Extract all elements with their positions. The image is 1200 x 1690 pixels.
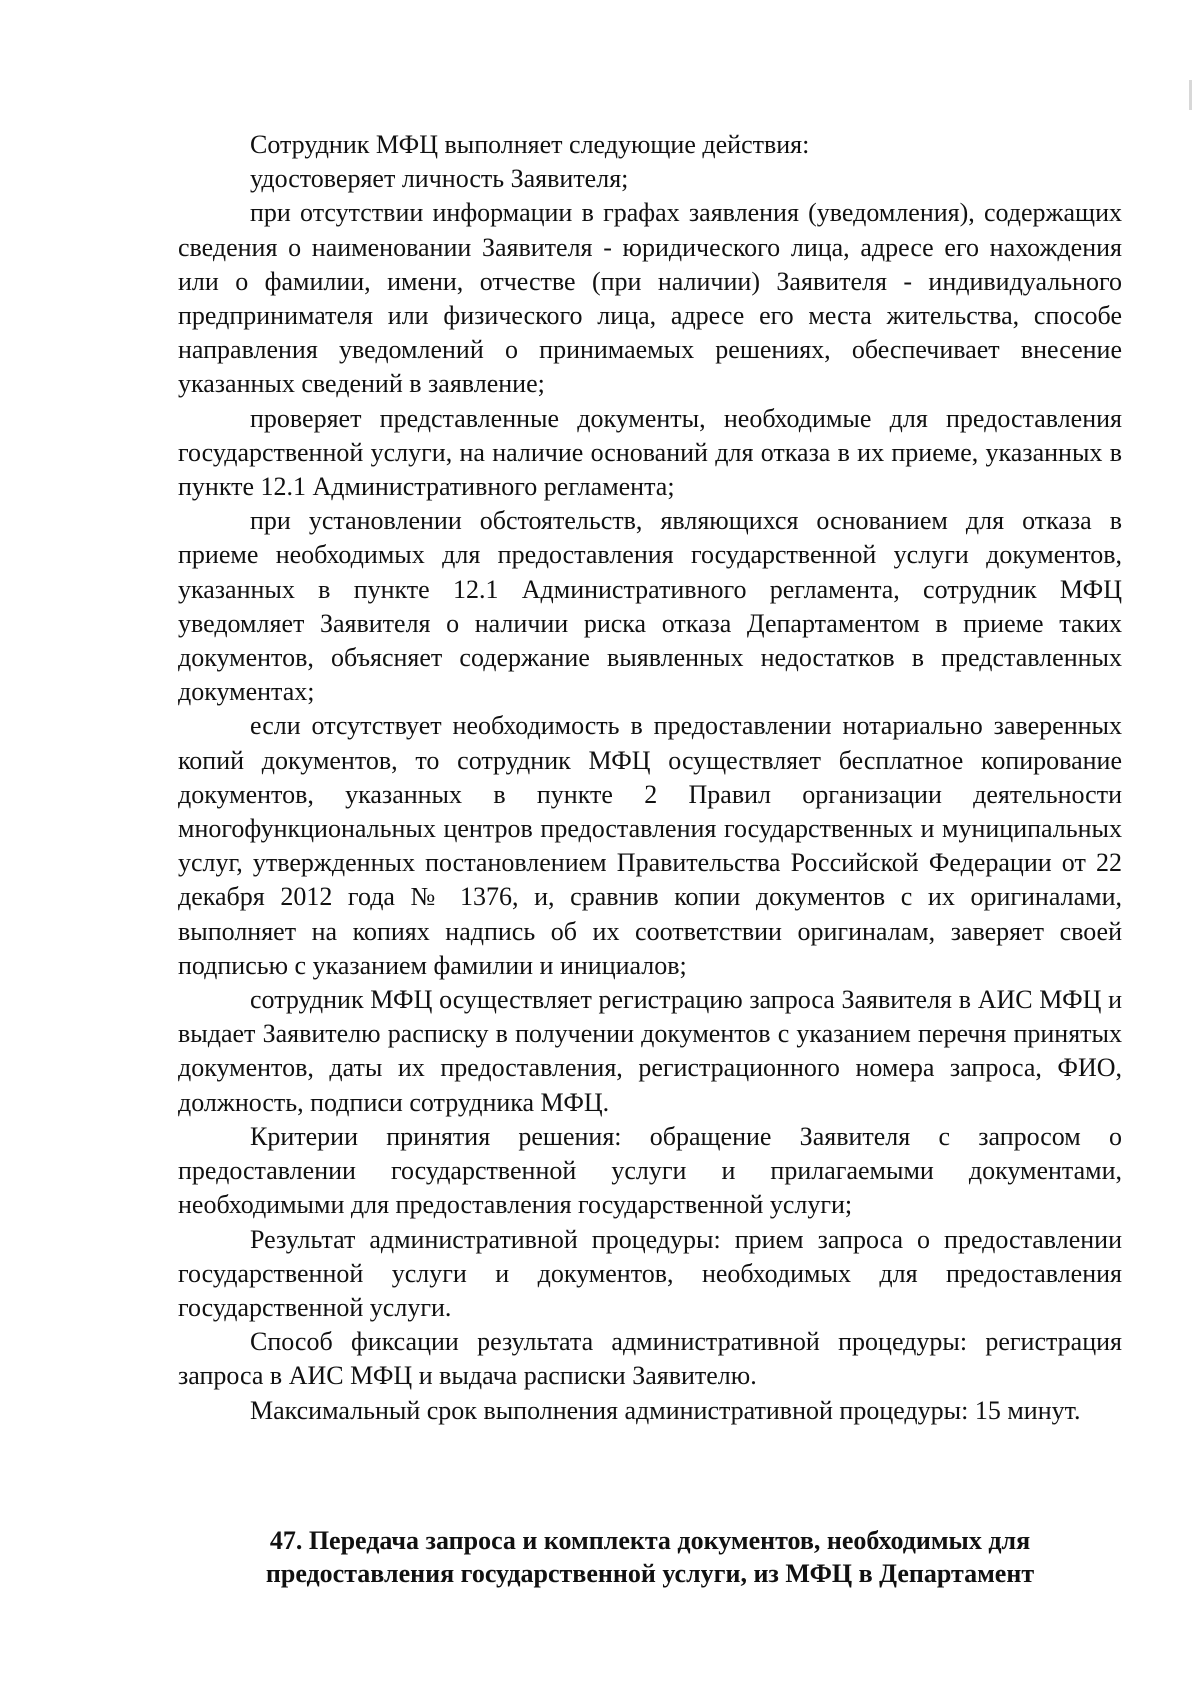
paragraph-registration: сотрудник МФЦ осуществляет регистрацию запроса Заявителя в АИС МФЦ и выдает Заявителю расписку в получении документов с указанием перечня принятых документов, даты их предоставления, регистрационного номера запроса, ФИО, должность, подписи сотрудника МФЦ.: [178, 985, 1122, 1117]
paragraph-criteria: Критерии принятия решения: обращение Заявителя с запросом о предоставлении государственной услуги и прилагаемыми документами, необходимыми для предоставления государственной услуги;: [178, 1121, 1122, 1220]
scan-edge-mark: [1189, 80, 1192, 110]
paragraph-max-time: Максимальный срок выполнения административной процедуры: 15 минут.: [250, 1395, 1081, 1425]
paragraph-identity: удостоверяет личность Заявителя;: [250, 164, 629, 194]
document-body: [178, 128, 1122, 1428]
paragraph-intro: Сотрудник МФЦ выполняет следующие действия:: [250, 130, 810, 159]
paragraph-result: Результат административной процедуры: прием запроса о предоставлении государственной услуги и документов, необходимых для предоставления государственной услуги.: [178, 1224, 1122, 1322]
paragraph-missing-info: при отсутствии информации в графах заявления (уведомления), содержащих сведения о наименовании Заявителя - юридического лица, адресе его нахождения или о фамилии, имени, отчестве (при наличии) Заявителя - индивидуального предпринимателя или физического лица, адресе его места жительства, способе направления уведомлений о принимаемых решениях, обеспечивает внесение указанных сведений в заявление;: [178, 198, 1122, 399]
paragraph-check-documents: проверяет представленные документы, необходимые для предоставления государственной услуги, на наличие оснований для отказа в их приеме, указанных в пункте 12.1 Административного регламента;: [178, 403, 1122, 502]
paragraph-refusal-risk: при установлении обстоятельств, являющихся основанием для отказа в приеме необходимых для предоставления государственной услуги документов, указанных в пункте 12.1 Административного регламента, сотрудник МФЦ уведомляет Заявителя о наличии риска отказа Департаментом в приеме таких документов, объясняет содержание выявленных недостатков в представленных документах;: [178, 506, 1122, 707]
section-heading: 47. Передача запроса и комплекта документов, необходимых для предоставления государственной услуги, из МФЦ в Департамент: [265, 1526, 1035, 1588]
paragraph-copying: если отсутствует необходимость в предоставлении нотариально заверенных копий документов, то сотрудник МФЦ осуществляет бесплатное копирование документов, указанных в пункте 2 Правил организации деятельности многофункциональных центров предоставления государственных и муниципальных услуг, утвержденных постановлением Правительства Российской Федерации от 22 декабря 2012 года № 1376, и, сравнив копии документов с их оригиналами, выполняет на копиях надпись об их соответствии оригиналам, заверяет своей подписью с указанием фамилии и инициалов;: [178, 711, 1122, 980]
paragraph-fixation: Способ фиксации результата административной процедуры: регистрация запроса в АИС МФЦ и выдача расписки Заявителю.: [178, 1327, 1122, 1391]
